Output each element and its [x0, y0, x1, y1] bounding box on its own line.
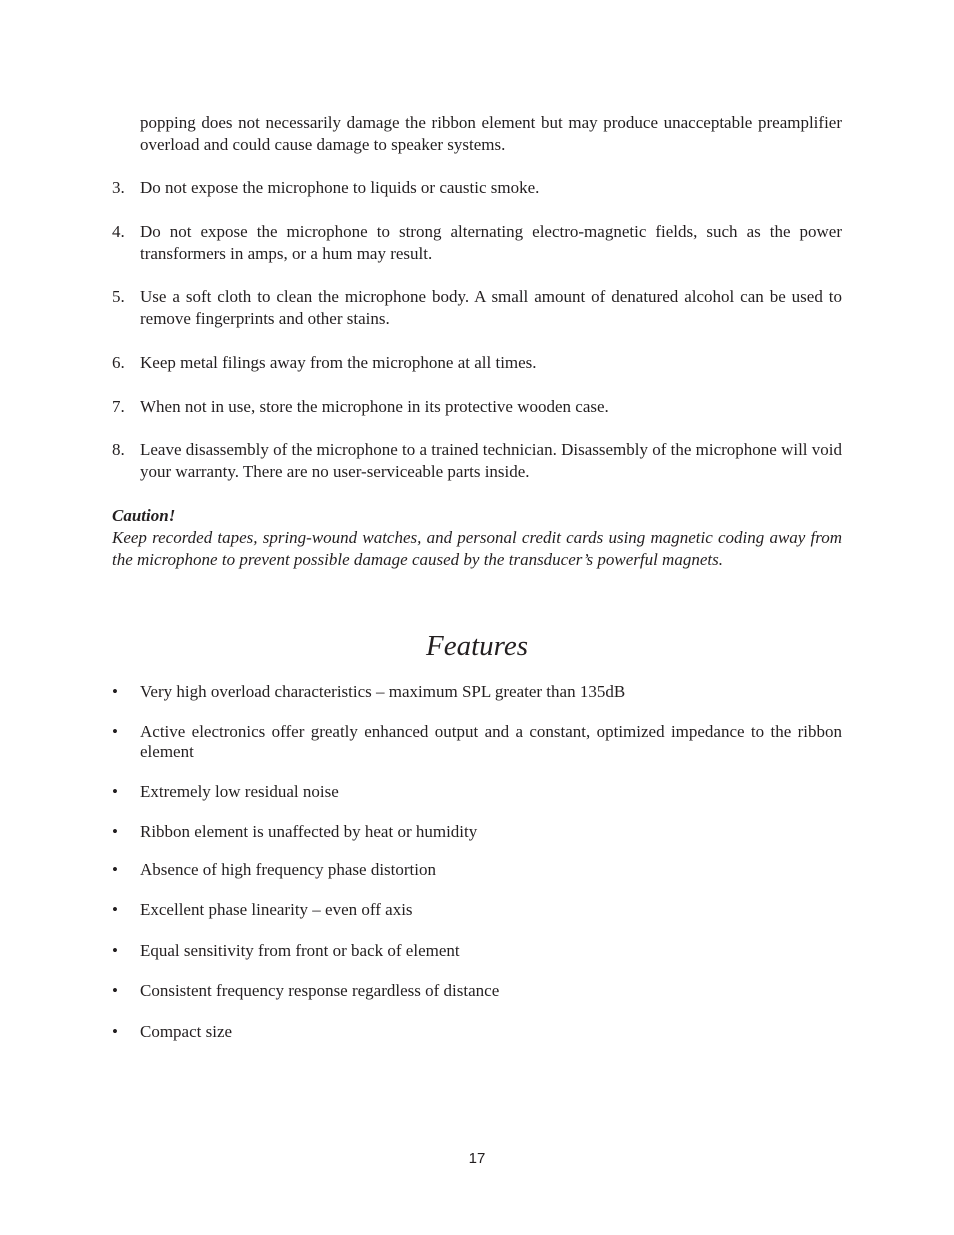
- numbered-item: [112, 286, 842, 330]
- caution-text: Keep recorded tapes, spring-wound watches, and personal credit cards using magnetic coding away from the microphone to prevent possible damage caused by the transducer’s powerful magnets.: [112, 528, 842, 569]
- feature-text: Very high overload characteristics – maximum SPL greater than 135dB: [140, 682, 626, 701]
- item-text: Do not expose the microphone to liquids or caustic smoke.: [140, 178, 540, 197]
- item-text: Use a soft cloth to clean the microphone body. A small amount of denatured alcohol can be used to remove fingerprints and other stains.: [140, 287, 842, 328]
- feature-item: [112, 860, 842, 880]
- feature-text: Ribbon element is unaffected by heat or humidity: [140, 822, 478, 841]
- numbered-item: [112, 352, 842, 374]
- feature-text: Excellent phase linearity – even off axis: [140, 900, 413, 919]
- bullet-icon: •: [112, 822, 118, 841]
- feature-text: Extremely low residual noise: [140, 782, 339, 801]
- caution-block: [112, 505, 842, 571]
- item-text: Leave disassembly of the microphone to a trained technician. Disassembly of the microphone will void your warranty. There are no user-serviceable parts inside.: [140, 440, 843, 481]
- features-title: Features: [425, 630, 528, 662]
- feature-item: [112, 981, 842, 1001]
- feature-item: [112, 900, 842, 920]
- item-text: Keep metal filings away from the microphone at all times.: [140, 353, 537, 372]
- numbered-item: [112, 396, 842, 418]
- bullet-icon: •: [112, 900, 118, 919]
- feature-text: Equal sensitivity from front or back of element: [140, 941, 460, 960]
- feature-item: [112, 722, 842, 762]
- bullet-icon: •: [112, 981, 118, 1000]
- item-number: 7.: [112, 397, 125, 416]
- feature-text: Absence of high frequency phase distortion: [140, 860, 436, 879]
- feature-text: Compact size: [140, 1022, 233, 1041]
- bullet-icon: •: [112, 1022, 118, 1041]
- feature-item: [112, 1022, 842, 1042]
- feature-item: [112, 941, 842, 961]
- item-number: 5.: [112, 287, 125, 306]
- item-number: 3.: [112, 178, 125, 197]
- numbered-item: [112, 439, 842, 483]
- feature-item: [112, 822, 842, 842]
- caution-heading: Caution!: [112, 506, 176, 525]
- item-text: When not in use, store the microphone in its protective wooden case.: [140, 397, 609, 416]
- bullet-icon: •: [112, 722, 118, 741]
- bullet-icon: •: [112, 941, 118, 960]
- feature-text: Active electronics offer greatly enhanced output and a constant, optimized impedance to the ribbon element: [140, 722, 842, 761]
- item-number: 4.: [112, 222, 125, 241]
- bullet-icon: •: [112, 782, 118, 801]
- bullet-icon: •: [112, 682, 118, 701]
- page-number: 17: [468, 1150, 486, 1167]
- item-text: Do not expose the microphone to strong alternating electro-magnetic fields, such as the power transformers in amps, or a hum may result.: [140, 222, 842, 263]
- numbered-item: [112, 221, 842, 265]
- feature-item: [112, 782, 842, 802]
- numbered-item: [112, 177, 842, 199]
- bullet-icon: •: [112, 860, 118, 879]
- feature-item: [112, 682, 842, 702]
- item-number: 6.: [112, 353, 125, 372]
- feature-text: Consistent frequency response regardless of distance: [140, 981, 500, 1000]
- continued-paragraph: popping does not necessarily damage the ribbon element but may produce unacceptable preamplifier overload and could cause damage to speaker systems.: [140, 113, 842, 154]
- item-number: 8.: [112, 440, 125, 459]
